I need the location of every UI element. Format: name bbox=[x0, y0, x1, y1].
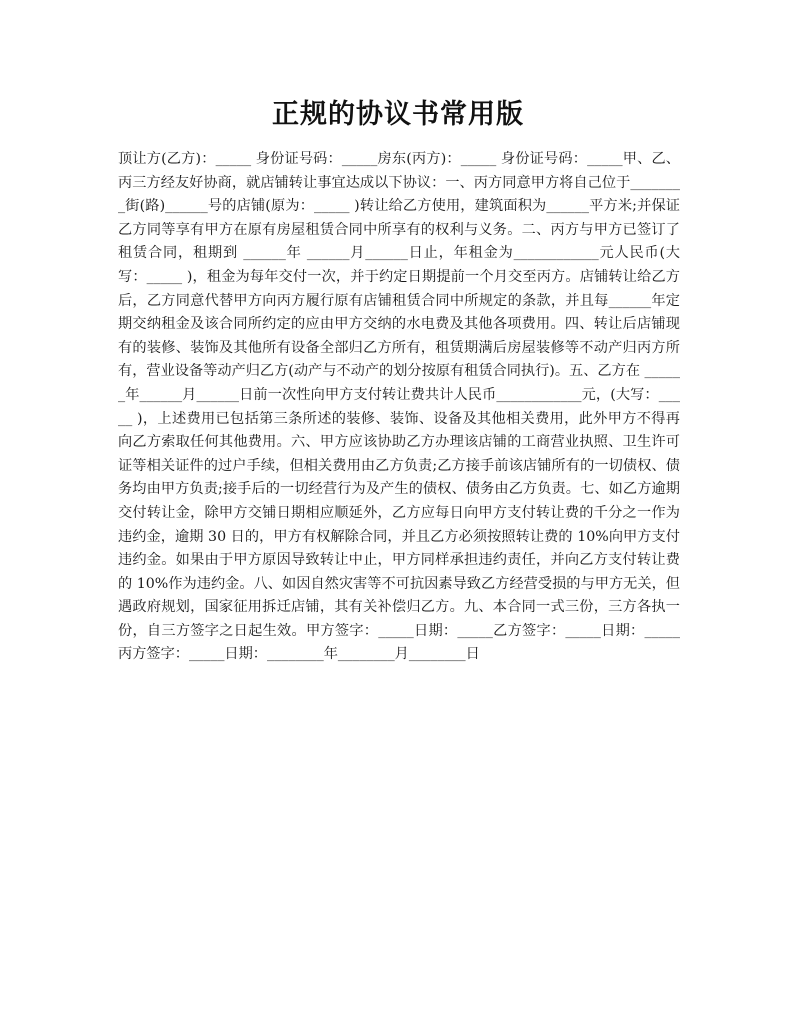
agreement-body-text: 顶让方(乙方)：_____ 身份证号码：_____房东(丙方)：_____ 身份证号码：_____甲、乙、丙三方经友好协商，就店铺转让事宜达成以下协议：一、丙方同意甲方将自己位于________街(路)______号的店铺(原为：_____ )转让给乙方使用，建筑面积为______平方米;并保证乙方同等享有甲方在原有房屋租赁合同中所享有的权利与义务。二、丙方与甲方已签订了租赁合同，租期到 ______年 ______月______日止，年租金为____________元人民币(大写：_____ )，租金为每年交付一次，并于约定日期提前一个月交至丙方。店铺转让给乙方后，乙方同意代替甲方向丙方履行原有店铺租赁合同中所规定的条款，并且每______年定期交纳租金及该合同所约定的应由甲方交纳的水电费及其他各项费用。四、转让后店铺现有的装修、装饰及其他所有设备全部归乙方所有，租赁期满后房屋装修等不动产归丙方所有，营业设备等动产归乙方(动产与不动产的划分按原有租赁合同执行)。五、乙方在 ______年______月______日前一次性向甲方支付转让费共计人民币____________元，(大写：_____ )，上述费用已包括第三条所述的装修、装饰、设备及其他相关费用，此外甲方不得再向乙方索取任何其他费用。六、甲方应该协助乙方办理该店铺的工商营业执照、卫生许可证等相关证件的过户手续，但相关费用由乙方负责;乙方接手前该店铺所有的一切债权、债务均由甲方负责;接手后的一切经营行为及产生的债权、债务由乙方负责。七、如乙方逾期交付转让金，除甲方交铺日期相应顺延外，乙方应每日向甲方支付转让费的千分之一作为违约金，逾期 30 日的，甲方有权解除合同，并且乙方必须按照转让费的 10%向甲方支付违约金。如果由于甲方原因导致转让中止，甲方同样承担违约责任，并向乙方支付转让费的 10%作为违约金。八、如因自然灾害等不可抗因素导致乙方经营受损的与甲方无关，但遇政府规划，国家征用拆迁店铺，其有关补偿归乙方。九、本合同一式三份，三方各执一份，自三方签字之日起生效。甲方签字：_____日期：_____乙方签字：_____日期：_____丙方签字：_____日期：________年________月________日 bbox=[118, 151, 680, 663]
document-title: 正规的协议书常用版 bbox=[272, 99, 524, 130]
